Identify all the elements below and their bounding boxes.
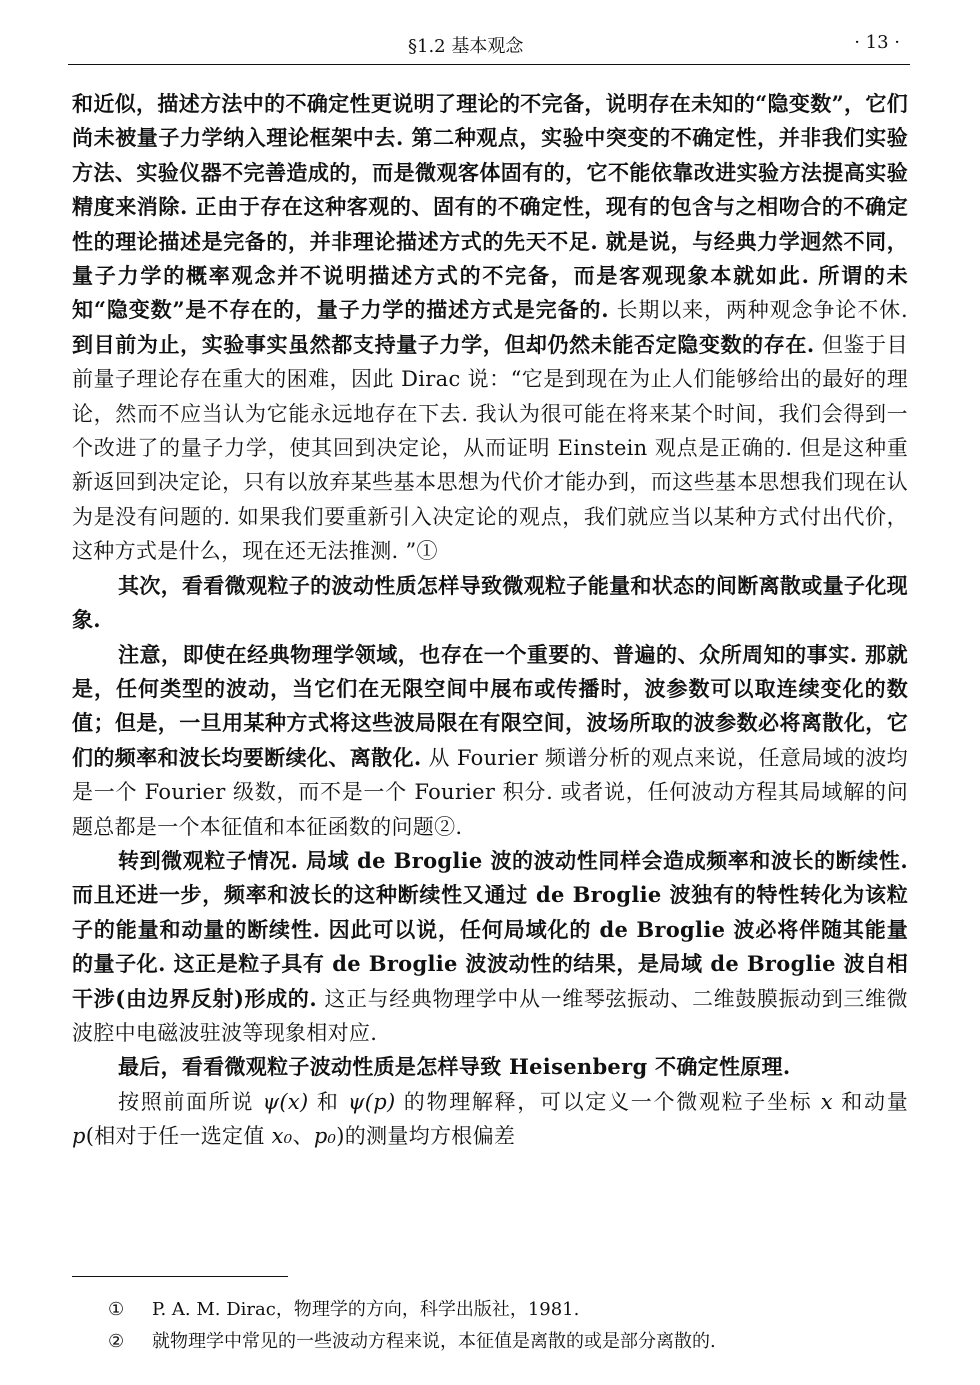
paragraph-1 (72, 87, 908, 569)
p6-text-b: 和 (308, 1089, 348, 1114)
footnotes (108, 1294, 908, 1358)
footnote-1 (108, 1294, 908, 1326)
var-p0: p₀ (313, 1124, 337, 1149)
paragraph-3-tail: 从 Fourier 频谱分析的观点来说，任意局域的波均是一个 Fourier 级数，而不是一个 Fourier 积分. 或者说，任何波动方程其局域解的问题总都是一个本征值和本征函数的问题②. (72, 745, 908, 839)
p6-text-f: 、 (292, 1124, 314, 1149)
paragraph-5: 最后，看看微观粒子波动性质是怎样导致 Heisenberg 不确定性原理. (118, 1054, 791, 1080)
p6-text-a: 按照前面所说 (118, 1089, 263, 1114)
p6-text-e: (相对于任一选定值 (85, 1124, 272, 1149)
var-x: x (820, 1089, 833, 1114)
paragraph-1-tail: 但鉴于目前量子理论存在重大的困难，因此 Dirac 说：“它是到现在为止人们能够给出的最好的理论，然而不应当认为它能永远地存在下去. 我认为很可能在将来某个时间，我们会得到一个改进了的量子力学，使其回到决定论，从而证明 Einstein 观点是正确的. 但是这种重新返回到决定论，只有以放弃某些基本思想为代价才能办到，而这些基本思想我们现在认为是没有问题的. 如果我们要重新引入决定论的观点，我们就应当以某种方式付出代价，这种方式是什么，现在还无法推测. ”① (72, 332, 908, 564)
paragraph-2: 其次，看看微观粒子的波动性质怎样导致微观粒子能量和状态的间断离散或量子化现象. (72, 572, 908, 633)
paragraph-1-bold-2: 到目前为止，实验事实虽然都支持量子力学，但却仍然未能否定隐变数的存在. (72, 331, 815, 357)
footnote-rule (72, 1276, 288, 1277)
paragraph-3 (72, 638, 908, 844)
p6-text-d: 和动量 (832, 1089, 908, 1114)
header-rule (68, 64, 910, 65)
footnote-2 (108, 1326, 908, 1358)
paragraph-4-bold: 转到微观粒子情况. 局域 de Broglie 波的波动性同样会造成频率和波长的断续性. 而且还进一步，频率和波长的这种断续性又通过 de Broglie 波独有的特性转化为该粒子的能量和动量的断续性. 因此可以说，任何局域化的 de Broglie 波必将伴随其能量的量子化. 这正是粒子具有 de Broglie 波波动性的结果，是局域 de Broglie 波自相干涉(由边界反射)形成的. (72, 847, 908, 1011)
var-p: p (72, 1124, 86, 1149)
footnote-mark: ② (108, 1331, 125, 1352)
footnote-text: P. A. M. Dirac，物理学的方向，科学出版社，1981. (152, 1299, 580, 1320)
paragraph-1-plain: 长期以来，两种观念争论不休. (608, 298, 908, 323)
paragraph-4-tail: 这正与经典物理学中从一维琴弦振动、二维鼓膜振动到三维微波腔中电磁波驻波等现象相对应. (72, 986, 908, 1045)
p6-text-g: )的测量均方根偏差 (336, 1124, 516, 1149)
psi-x: ψ(x) (262, 1089, 309, 1114)
psi-p: ψ(p) (347, 1089, 396, 1114)
footnote-text: 就物理学中常见的一些波动方程来说，本征值是离散的或是部分离散的. (152, 1331, 716, 1352)
paragraph-4 (72, 844, 908, 1050)
running-header (68, 28, 910, 60)
body-text (72, 87, 908, 1154)
page-number: · 13 · (854, 32, 900, 53)
paragraph-3-bold: 注意，即使在经典物理学领域，也存在一个重要的、普遍的、众所周知的事实. 那就是，任何类型的波动，当它们在无限空间中展布或传播时，波参数可以取连续变化的数值；但是，一旦用某种方式将这些波局限在有限空间，波场所取的波参数必将离散化，它们的频率和波长均要断续化、离散化. (72, 641, 908, 770)
section-title: §1.2 基本观念 (408, 36, 524, 57)
var-x0: x₀ (271, 1124, 293, 1149)
footnote-mark: ① (108, 1299, 125, 1320)
paragraph-1-bold: 和近似，描述方法中的不确定性更说明了理论的不完备，说明存在未知的“隐变数”，它们尚未被量子力学纳入理论框架中去. 第二种观点，实验中突变的不确定性，并非我们实验方法、实验仪器不完善造成的，而是微观客体固有的，它不能依靠改进实验方法提高实验精度来消除. 正由于存在这种客观的、固有的不确定性，现有的包含与之相吻合的不确定性的理论描述是完备的，并非理论描述方式的先天不足. 就是说，与经典力学迥然不同，量子力学的概率观念并不说明描述方式的不完备，而是客观现象本就如此. 所谓的未知“隐变数”是不存在的，量子力学的描述方式是完备的. (72, 91, 908, 323)
p6-text-c: 的物理解释，可以定义一个微观粒子坐标 (395, 1089, 821, 1114)
paragraph-6 (72, 1085, 908, 1154)
